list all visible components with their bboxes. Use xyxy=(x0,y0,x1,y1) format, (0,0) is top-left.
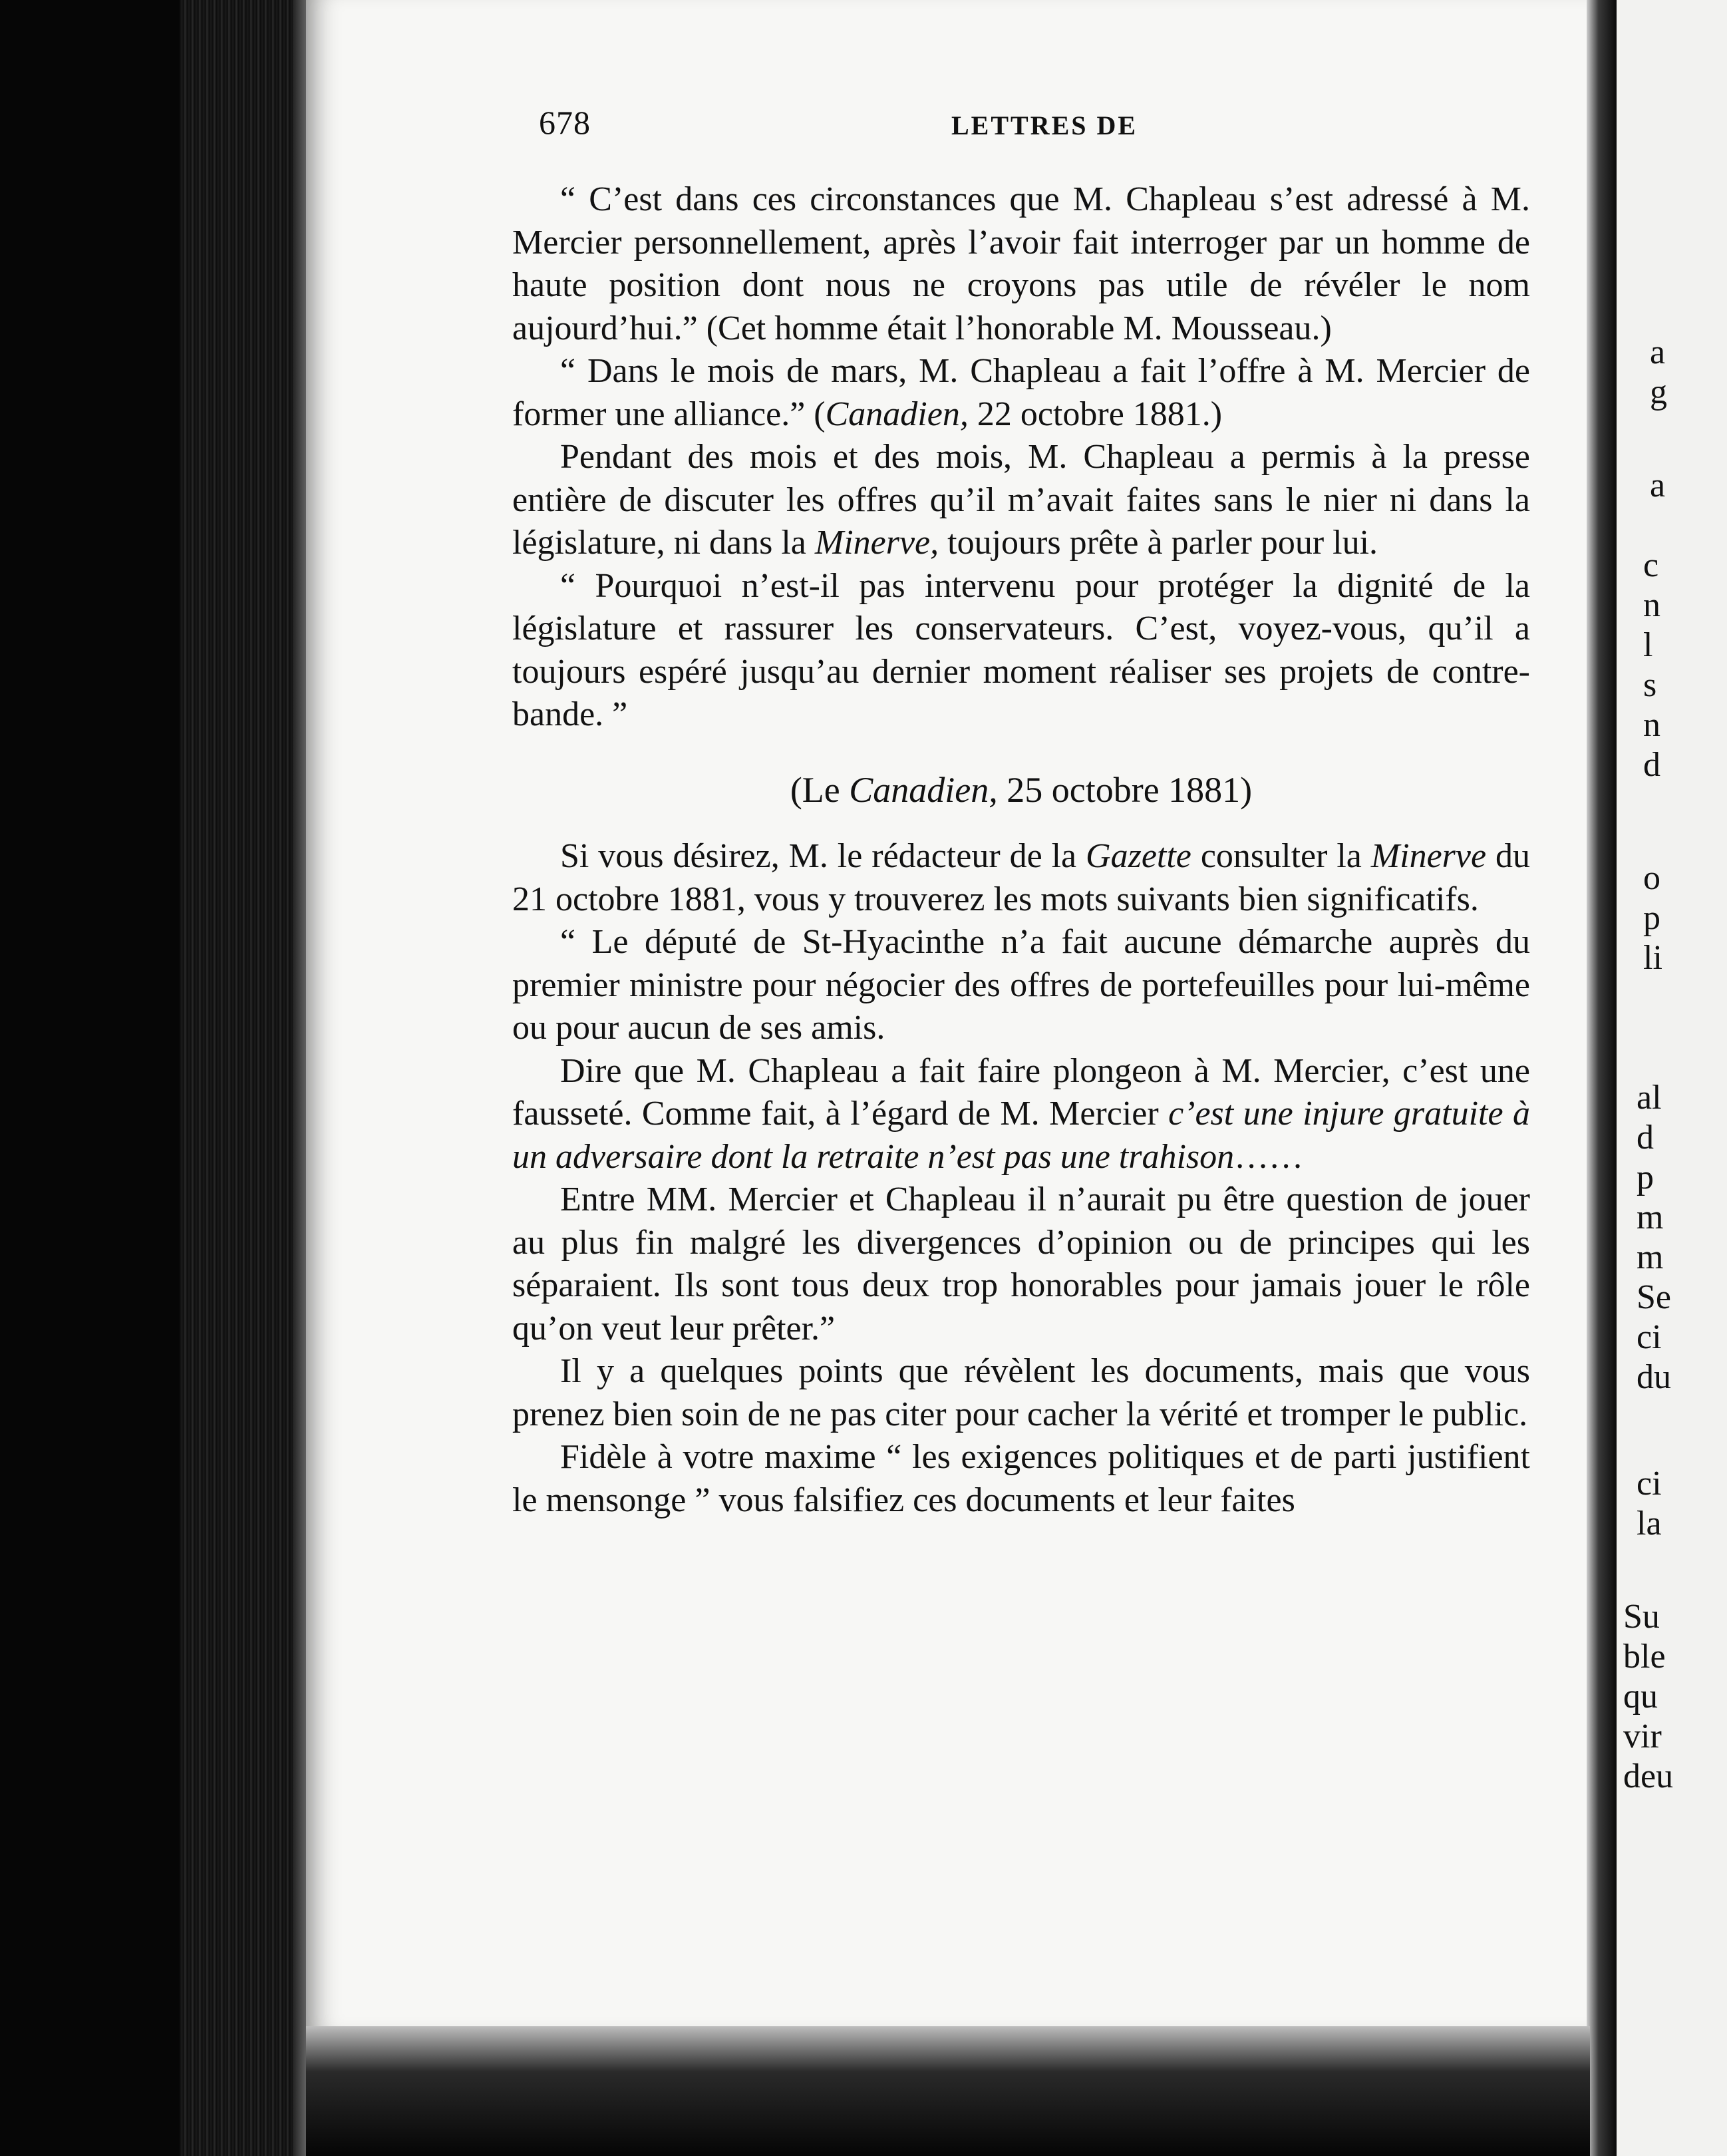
paragraph xyxy=(512,1350,1530,1436)
text-run: Si vous désirez, M. le rédacteur de la xyxy=(560,837,1086,875)
facing-page-fragment: a xyxy=(1650,466,1666,504)
body-text xyxy=(512,178,1530,1522)
text-run: “ C’est dans ces circonstances que M. Chapleau s’est adressé à M. Mercier personnellement, après l’avoir fait interroger par un homme de haute position dont nous ne croyons pas utile de révéler le nom aujourd’hui.” (Cet homme était l’honorable M. Mousseau.) xyxy=(512,180,1530,347)
text-run: 22 octobre 1881.) xyxy=(968,395,1223,433)
text-run: Dire que M. Chapleau a fait faire plongeon à M. Mercier, c’est une fausseté. Comme fait, à l’égard de M. Mercier xyxy=(512,1051,1530,1133)
text-run: (Le xyxy=(790,769,850,810)
paragraph xyxy=(512,921,1530,1050)
text-run: Pendant des mois et des mois, M. Chapleau a permis à la presse entière de discuter les offres qu’il m’avait faites sans le nier ni dans la législature, ni dans la xyxy=(512,438,1530,562)
facing-page-fragment: m xyxy=(1637,1198,1664,1236)
facing-page-fragment: c xyxy=(1643,546,1659,584)
text-run: “ Dans le mois de mars, M. Chapleau a fait l’offre à M. Mercier de former une alliance.” ( xyxy=(512,352,1530,433)
paragraph xyxy=(512,178,1530,350)
facing-page-edge xyxy=(1617,0,1727,2156)
text-run: consulter la xyxy=(1191,837,1371,875)
facing-page-fragment: p xyxy=(1643,899,1660,937)
italic-text: Minerve xyxy=(1370,837,1487,875)
text-run: “ Pourquoi n’est-il pas intervenu pour protéger la dignité de la législature et rassurer les conservateurs. C’est, voyez-vous, qu’il a toujours espéré jusqu’au dernier moment réaliser ses projets de contre-bande. ” xyxy=(512,566,1530,733)
dateline xyxy=(512,769,1530,812)
facing-page-fragment: s xyxy=(1643,666,1657,704)
running-head xyxy=(539,103,1537,156)
text-run: 25 octobre 1881) xyxy=(997,769,1253,810)
facing-page-fragment: n xyxy=(1643,586,1660,624)
paragraph xyxy=(512,1436,1530,1522)
facing-page-fragment: p xyxy=(1637,1159,1654,1196)
facing-page-fragment: la xyxy=(1637,1505,1662,1542)
facing-page-fragment: n xyxy=(1643,706,1660,744)
page-stack-edge xyxy=(180,0,296,2156)
facing-page-fragment: du xyxy=(1637,1358,1671,1396)
italic-text: Minerve, xyxy=(814,524,939,562)
paragraph xyxy=(512,835,1530,921)
facing-page-fragment: Se xyxy=(1637,1278,1671,1316)
italic-text: c’est une injure gratuite à un adversaire dont la retraite n’est pas une trahison xyxy=(512,1095,1530,1176)
text-run: “ Le député de St-Hyacinthe n’a fait aucune démarche auprès du premier ministre pour négocier des offres de portefeuilles pour lui-même ou pour aucun de ses amis. xyxy=(512,923,1530,1047)
text-run: …… xyxy=(1234,1137,1304,1176)
italic-text: Canadien, xyxy=(825,395,969,433)
text-run: du 21 octobre 1881, vous y trouverez les mots suivants bien significatifs. xyxy=(512,837,1530,918)
text-run: toujours prête à parler pour lui. xyxy=(939,524,1378,562)
text-run: Entre MM. Mercier et Chapleau il n’aurait pu être question de jouer au plus fin malgré les divergences d’opinion ou de principes qui les séparaient. Ils sont tous deux trop honorables pour jamais jouer le rôle qu’on veut leur prêter.” xyxy=(512,1180,1530,1348)
facing-page-fragment: deu xyxy=(1623,1757,1674,1795)
facing-page-fragment: Su xyxy=(1623,1598,1660,1636)
bottom-shadow xyxy=(306,2026,1590,2156)
facing-page-fragment: ble xyxy=(1623,1638,1666,1676)
facing-page-fragment: g xyxy=(1650,373,1667,411)
text-run: Il y a quelques points que révèlent les documents, mais que vous prenez bien soin de ne pas citer pour cacher la vérité et tromper le public. xyxy=(512,1352,1530,1433)
facing-page-fragment: o xyxy=(1643,859,1660,897)
italic-text: Gazette xyxy=(1086,837,1191,875)
facing-page-fragment: a xyxy=(1650,333,1666,371)
paragraph xyxy=(512,565,1530,737)
italic-text: Canadien, xyxy=(849,769,998,810)
paragraph xyxy=(512,436,1530,565)
text-run: Fidèle à votre maxime “ les exigences politiques et de parti justifient le mensonge ” vous falsifiez ces documents et leur faites xyxy=(512,1438,1530,1519)
facing-page-fragment: d xyxy=(1637,1119,1654,1157)
facing-page-fragment: al xyxy=(1637,1079,1662,1117)
facing-page-fragment: vir xyxy=(1623,1717,1662,1755)
paragraph xyxy=(512,1178,1530,1350)
facing-page-fragment: l xyxy=(1643,626,1653,664)
running-title: LETTRES DE xyxy=(951,110,1138,140)
paragraph xyxy=(512,1050,1530,1179)
book-gutter xyxy=(1587,0,1617,2156)
facing-page-fragment: ci xyxy=(1637,1318,1662,1356)
facing-page-fragment: ci xyxy=(1637,1465,1662,1503)
facing-page-fragment: qu xyxy=(1623,1678,1658,1715)
facing-page-fragment: m xyxy=(1637,1238,1664,1276)
page-number: 678 xyxy=(539,104,591,141)
facing-page-fragment: li xyxy=(1643,939,1662,977)
paragraph xyxy=(512,350,1530,436)
facing-page-fragment: d xyxy=(1643,746,1660,784)
